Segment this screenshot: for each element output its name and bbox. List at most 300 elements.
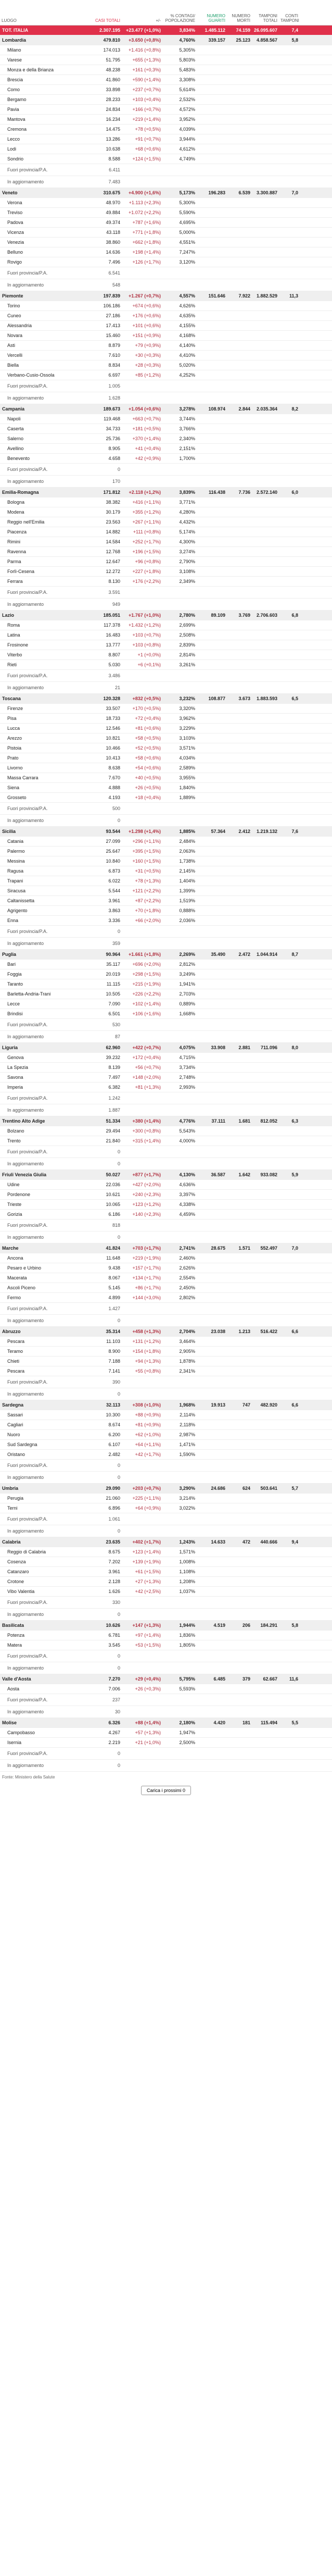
inagg-row[interactable] [0,1609,332,1621]
province-row[interactable] [0,1337,332,1347]
region-row[interactable] [0,1400,332,1410]
cell-extra [279,1525,300,1537]
inagg-row[interactable] [0,1662,332,1674]
cell-cases: 10.300 [83,1410,122,1420]
province-row[interactable] [0,238,332,247]
inagg-row[interactable] [0,1158,332,1170]
province-row[interactable] [0,331,332,341]
province-row[interactable] [0,876,332,886]
load-more-button[interactable]: Carica i prossimi 0 [141,1786,191,1795]
cell-deaths [227,1513,252,1525]
fuori-row[interactable] [0,1694,332,1706]
col-header-delta[interactable]: +/- [122,0,162,26]
province-row[interactable] [0,444,332,454]
region-row[interactable] [0,694,332,704]
fuori-row[interactable] [0,1019,332,1031]
place-name: Pisa [0,714,83,724]
cell-deaths [227,866,252,876]
place-name: Arezzo [0,733,83,743]
cell-delta [122,1662,162,1674]
place-name: Vicenza [0,228,83,238]
cell-spacer [300,331,332,341]
region-row[interactable] [0,404,332,414]
inagg-row[interactable] [0,1315,332,1327]
cell-recovered: 14.633 [197,1537,227,1547]
cell-spacer [300,238,332,247]
place-name: In aggiornamento [0,1031,83,1043]
province-row[interactable] [0,1738,332,1748]
place-name: Viterbo [0,650,83,660]
province-row[interactable] [0,866,332,876]
province-row[interactable] [0,847,332,856]
province-row[interactable] [0,1136,332,1146]
region-row[interactable] [0,1621,332,1631]
cell-spacer [300,969,332,979]
province-row[interactable] [0,1357,332,1366]
province-row[interactable] [0,1210,332,1219]
cell-spacer [300,1537,332,1547]
cell-extra [279,587,300,599]
cell-tests [252,1073,279,1082]
place-name: Fuori provincia/P.A. [0,267,83,279]
province-row[interactable] [0,1190,332,1200]
province-row[interactable] [0,507,332,517]
cell-recovered [197,1503,227,1513]
province-row[interactable] [0,247,332,257]
inagg-row[interactable] [0,1231,332,1243]
cell-delta: +64 (+0,9%) [122,1503,162,1513]
region-row[interactable] [0,1484,332,1494]
region-row[interactable] [0,1043,332,1053]
cell-cases: 6.022 [83,876,122,886]
province-row[interactable] [0,1684,332,1694]
province-row[interactable] [0,567,332,577]
cell-pct: 4,168% [162,331,197,341]
fuori-row[interactable] [0,1092,332,1104]
province-row[interactable] [0,960,332,969]
province-row[interactable] [0,753,332,763]
province-row[interactable] [0,1577,332,1587]
province-row[interactable] [0,115,332,125]
province-row[interactable] [0,1347,332,1357]
inagg-row[interactable] [0,1760,332,1772]
province-row[interactable] [0,218,332,228]
cell-tests [252,1231,279,1243]
fuori-row[interactable] [0,164,332,176]
inagg-row[interactable] [0,1525,332,1537]
cell-tests [252,1587,279,1597]
province-row[interactable] [0,360,332,370]
fuori-row[interactable] [0,926,332,938]
province-row[interactable] [0,1420,332,1430]
cell-tests [252,218,279,228]
fuori-row[interactable] [0,1219,332,1231]
province-row[interactable] [0,1082,332,1092]
cell-extra [279,793,300,803]
inagg-row[interactable] [0,1388,332,1400]
province-row[interactable] [0,311,332,321]
cell-extra [279,444,300,454]
cell-cases: 0 [83,926,122,938]
cell-pct: 4,551% [162,238,197,247]
province-row[interactable] [0,1587,332,1597]
place-name: Fuori provincia/P.A. [0,587,83,599]
province-row[interactable] [0,856,332,866]
place-name: Pistoia [0,743,83,753]
cell-delta: +237 (+0,7%) [122,85,162,95]
province-row[interactable] [0,1283,332,1293]
cell-recovered [197,1577,227,1587]
fuori-row[interactable] [0,670,332,682]
inagg-row[interactable] [0,938,332,950]
province-row[interactable] [0,783,332,793]
cell-delta: +62 (+1,0%) [122,1430,162,1440]
cell-delta: +663 (+0,7%) [122,414,162,424]
col-header-morti[interactable]: NUMERO MORTI [227,0,252,26]
province-row[interactable] [0,1557,332,1567]
col-header-casi[interactable]: CASI TOTALI [83,0,122,26]
province-row[interactable] [0,640,332,650]
province-row[interactable] [0,75,332,85]
place-name: Lombardia [0,35,83,45]
region-row[interactable] [0,1537,332,1547]
province-row[interactable] [0,886,332,896]
cell-delta: +29 (+0,4%) [122,1674,162,1684]
cell-spacer [300,125,332,134]
cell-cases: 0 [83,1650,122,1662]
cell-extra [279,815,300,827]
province-row[interactable] [0,228,332,238]
cell-extra [279,198,300,208]
province-row[interactable] [0,743,332,753]
cell-pct: 1,243% [162,1537,197,1547]
cell-delta: +832 (+0,5%) [122,694,162,704]
cell-spacer [300,26,332,35]
province-row[interactable] [0,517,332,527]
cell-extra [279,969,300,979]
province-row[interactable] [0,577,332,587]
cell-pct: 4,410% [162,351,197,360]
province-row[interactable] [0,154,332,164]
cell-cases: 12.546 [83,724,122,733]
place-name: Latina [0,630,83,640]
province-row[interactable] [0,55,332,65]
province-row[interactable] [0,1253,332,1263]
cell-tests [252,876,279,886]
province-row[interactable] [0,497,332,507]
province-row[interactable] [0,65,332,75]
cell-pct: 5,173% [162,188,197,198]
region-row[interactable] [0,1243,332,1253]
cell-cases: 17.413 [83,321,122,331]
col-header-guariti[interactable]: NUMERO GUARITI [197,0,227,26]
province-row[interactable] [0,454,332,464]
region-row[interactable] [0,1674,332,1684]
inagg-row[interactable] [0,1031,332,1043]
cell-cases: 119.468 [83,414,122,424]
inagg-row[interactable] [0,815,332,827]
region-row[interactable] [0,35,332,45]
province-row[interactable] [0,321,332,331]
province-row[interactable] [0,660,332,670]
province-row[interactable] [0,989,332,999]
region-row[interactable] [0,1116,332,1126]
cell-recovered [197,392,227,404]
fuori-row[interactable] [0,803,332,815]
fuori-row[interactable] [0,380,332,392]
province-row[interactable] [0,999,332,1009]
province-row[interactable] [0,1567,332,1577]
province-row[interactable] [0,301,332,311]
fuori-row[interactable] [0,1650,332,1662]
province-row[interactable] [0,45,332,55]
cell-pct: 1,968% [162,1400,197,1410]
cell-pct [162,1388,197,1400]
province-row[interactable] [0,1547,332,1557]
col-header-luogo[interactable]: LUOGO [0,0,83,26]
cell-delta: +787 (+1,6%) [122,218,162,228]
inagg-row[interactable] [0,682,332,694]
cell-recovered [197,783,227,793]
inagg-row[interactable] [0,1472,332,1484]
cell-extra [279,1082,300,1092]
inagg-row[interactable] [0,1706,332,1718]
fuori-row[interactable] [0,1748,332,1760]
cell-delta: +402 (+1,7%) [122,1537,162,1547]
cell-spacer [300,497,332,507]
cell-tests: 933.082 [252,1170,279,1180]
cell-spacer [300,380,332,392]
region-row[interactable] [0,188,332,198]
province-row[interactable] [0,547,332,557]
cell-deaths [227,1009,252,1019]
province-row[interactable] [0,1053,332,1063]
region-row[interactable] [0,291,332,301]
fuori-row[interactable] [0,464,332,476]
province-row[interactable] [0,414,332,424]
place-name: Toscana [0,694,83,704]
province-row[interactable] [0,1063,332,1073]
col-header-pct[interactable]: % CONTAGI/ POPOLAZIONE [162,0,197,26]
province-row[interactable] [0,557,332,567]
province-row[interactable] [0,424,332,434]
place-name: Bolzano [0,1126,83,1136]
place-name: Biella [0,360,83,370]
cell-spacer [300,1210,332,1219]
province-row[interactable] [0,724,332,733]
cell-cases: 8.067 [83,1273,122,1283]
cell-extra [279,454,300,464]
cell-spacer [300,198,332,208]
place-name: Agrigento [0,906,83,916]
cell-extra [279,876,300,886]
province-row[interactable] [0,85,332,95]
province-row[interactable] [0,351,332,360]
province-row[interactable] [0,1503,332,1513]
inagg-row[interactable] [0,279,332,291]
cell-spacer [300,856,332,866]
cell-tests [252,1410,279,1420]
cell-tests [252,1472,279,1484]
province-row[interactable] [0,1126,332,1136]
cell-recovered [197,1388,227,1400]
province-row[interactable] [0,630,332,640]
cell-spacer [300,65,332,75]
province-row[interactable] [0,95,332,105]
inagg-row[interactable] [0,392,332,404]
province-row[interactable] [0,1494,332,1503]
province-row[interactable] [0,1273,332,1283]
fuori-row[interactable] [0,1513,332,1525]
province-row[interactable] [0,916,332,926]
province-row[interactable] [0,537,332,547]
inagg-row[interactable] [0,599,332,611]
cell-recovered [197,567,227,577]
region-row[interactable] [0,1718,332,1728]
cell-deaths [227,1190,252,1200]
col-header-tamponi[interactable]: TAMPONI TOTALI [252,0,279,26]
province-row[interactable] [0,704,332,714]
cell-recovered: 1.485.112 [197,26,227,35]
province-row[interactable] [0,1009,332,1019]
cell-cases: 14.584 [83,537,122,547]
fuori-row[interactable] [0,1597,332,1609]
province-row[interactable] [0,257,332,267]
province-row[interactable] [0,370,332,380]
place-name: Bari [0,960,83,969]
province-row[interactable] [0,1410,332,1420]
province-row[interactable] [0,1263,332,1273]
province-row[interactable] [0,198,332,208]
cell-delta: +140 (+2,3%) [122,1210,162,1219]
cell-spacer [300,938,332,950]
province-row[interactable] [0,1440,332,1450]
province-row[interactable] [0,208,332,218]
cell-extra: 6,6 [279,1400,300,1410]
fuori-row[interactable] [0,267,332,279]
province-row[interactable] [0,1450,332,1460]
province-row[interactable] [0,527,332,537]
province-row[interactable] [0,1430,332,1440]
cell-deaths [227,547,252,557]
cell-deaths [227,1748,252,1760]
fuori-row[interactable] [0,1146,332,1158]
region-row[interactable] [0,611,332,620]
col-header-conti[interactable]: CONTI TAMPONI [279,0,300,26]
province-row[interactable] [0,1180,332,1190]
province-row[interactable] [0,144,332,154]
cell-tests [252,1513,279,1525]
province-row[interactable] [0,763,332,773]
cell-delta: +111 (+0,8%) [122,527,162,537]
cell-tests [252,228,279,238]
cell-pct: 2,790% [162,557,197,567]
province-row[interactable] [0,733,332,743]
province-row[interactable] [0,620,332,630]
cell-pct: 3,229% [162,724,197,733]
province-row[interactable] [0,1640,332,1650]
province-row[interactable] [0,434,332,444]
fuori-row[interactable] [0,587,332,599]
province-row[interactable] [0,341,332,351]
province-row[interactable] [0,134,332,144]
cell-cases: 171.812 [83,488,122,497]
cell-extra [279,1073,300,1082]
cell-deaths [227,989,252,999]
province-row[interactable] [0,1631,332,1640]
province-row[interactable] [0,1728,332,1738]
province-row[interactable] [0,837,332,847]
region-row[interactable] [0,950,332,960]
total-row[interactable] [0,26,332,35]
province-row[interactable] [0,1073,332,1082]
province-row[interactable] [0,896,332,906]
cell-cases: 35.117 [83,960,122,969]
cell-delta: +696 (+2,0%) [122,960,162,969]
region-row[interactable] [0,488,332,497]
cell-recovered [197,1136,227,1146]
inagg-row[interactable] [0,476,332,488]
cell-recovered: 19.913 [197,1400,227,1410]
cell-deaths [227,682,252,694]
cell-delta [122,164,162,176]
cell-cases: 18.733 [83,714,122,724]
cell-delta: +56 (+0,7%) [122,1063,162,1073]
place-name: Firenze [0,704,83,714]
province-row[interactable] [0,105,332,115]
cell-cases: 12.272 [83,567,122,577]
province-row[interactable] [0,979,332,989]
province-row[interactable] [0,650,332,660]
place-name: In aggiornamento [0,1472,83,1484]
province-row[interactable] [0,969,332,979]
region-row[interactable] [0,1327,332,1337]
cell-delta: +31 (+0,5%) [122,866,162,876]
fuori-row[interactable] [0,1303,332,1315]
cell-recovered [197,1293,227,1303]
cell-deaths [227,1283,252,1293]
province-row[interactable] [0,714,332,724]
cell-tests [252,1728,279,1738]
cell-deaths [227,670,252,682]
region-row[interactable] [0,827,332,837]
province-row[interactable] [0,773,332,783]
place-name: In aggiornamento [0,1662,83,1674]
cell-delta: +103 (+0,4%) [122,95,162,105]
province-row[interactable] [0,906,332,916]
province-row[interactable] [0,793,332,803]
cell-pct [162,1019,197,1031]
fuori-row[interactable] [0,1460,332,1472]
cell-cases: 2.219 [83,1738,122,1748]
inagg-row[interactable] [0,176,332,188]
cell-cases: 21.840 [83,1136,122,1146]
cell-spacer [300,257,332,267]
cell-pct: 4,572% [162,105,197,115]
province-row[interactable] [0,1200,332,1210]
fuori-row[interactable] [0,1376,332,1388]
cell-pct [162,380,197,392]
place-name: Asti [0,341,83,351]
province-row[interactable] [0,1366,332,1376]
province-row[interactable] [0,1293,332,1303]
cell-cases: 0 [83,815,122,827]
region-row[interactable] [0,1170,332,1180]
cell-deaths [227,1347,252,1357]
province-row[interactable] [0,125,332,134]
inagg-row[interactable] [0,1104,332,1116]
place-name: Brindisi [0,1009,83,1019]
